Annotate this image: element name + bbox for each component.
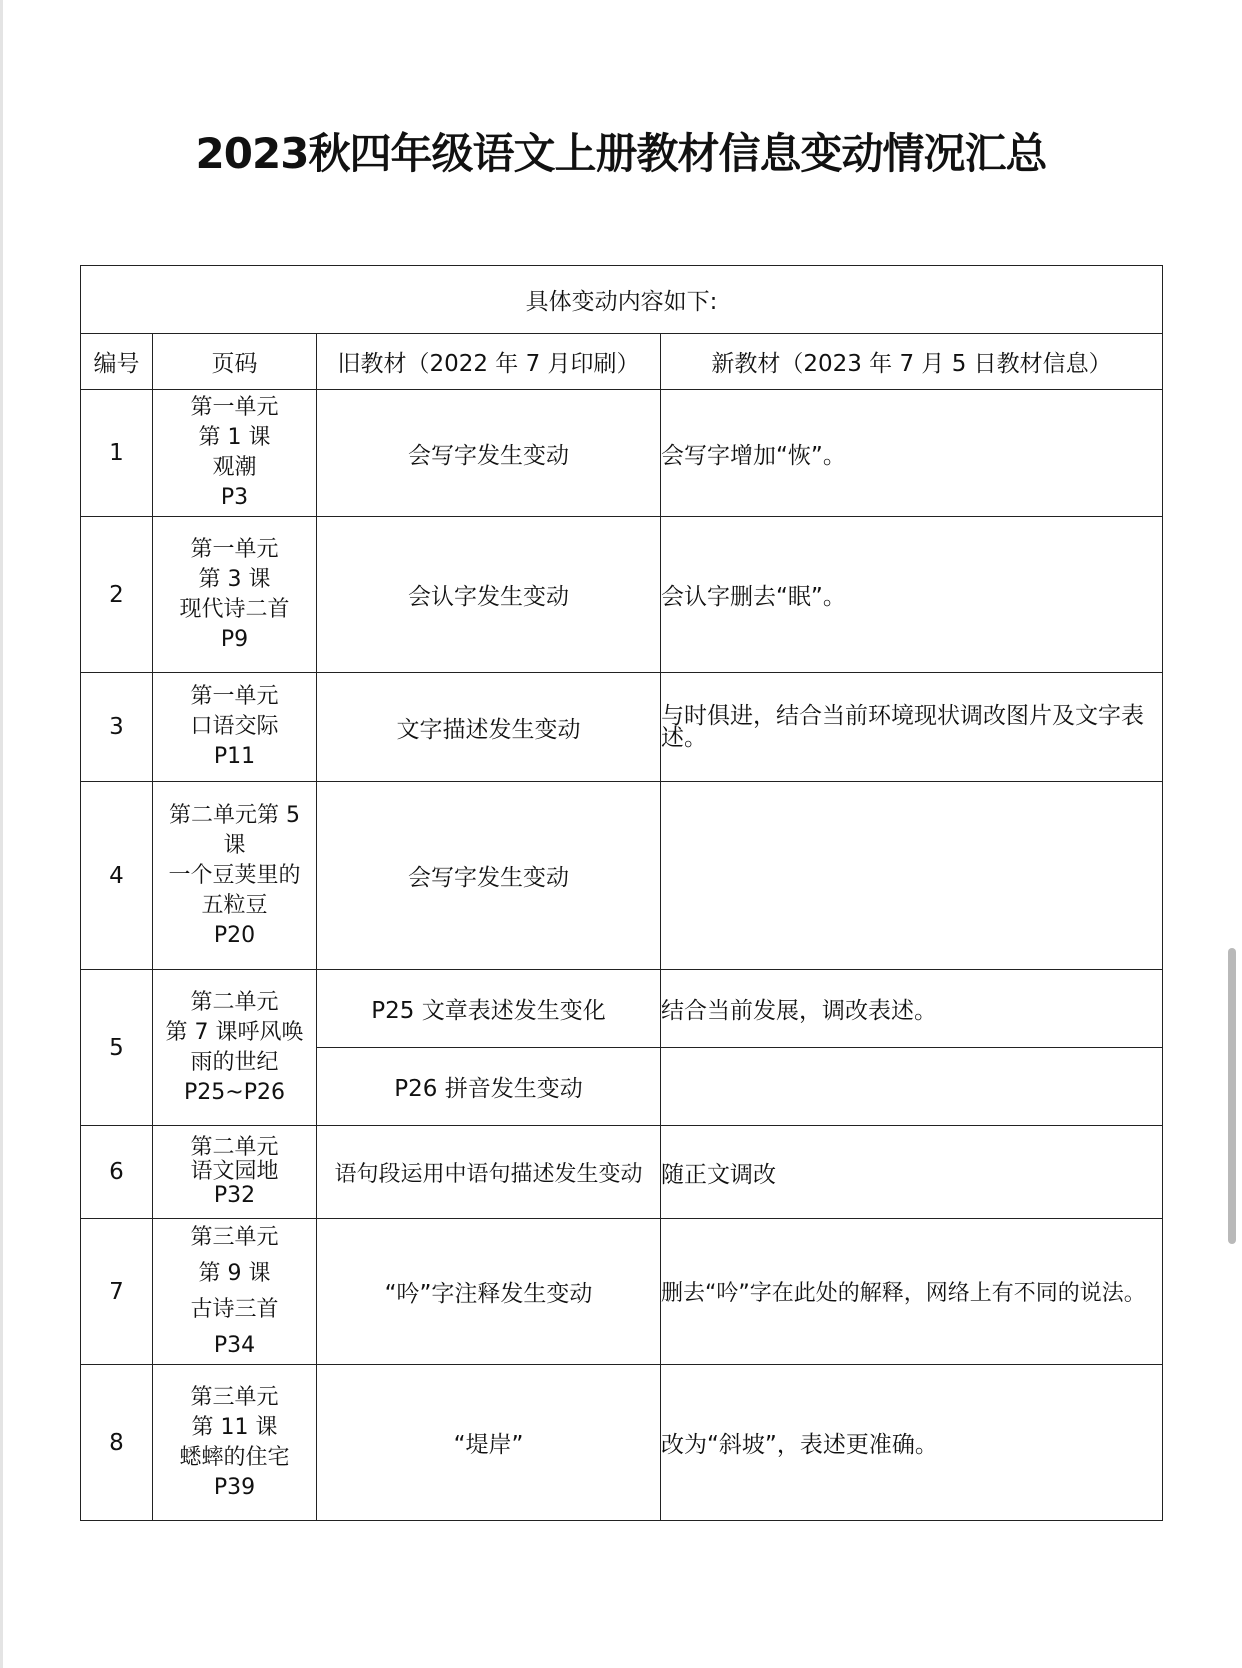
row-old: 会写字发生变动: [317, 782, 661, 970]
row-new: 结合当前发展，调改表述。: [661, 970, 1163, 1048]
table-caption: 具体变动内容如下:: [81, 266, 1163, 334]
row-old: “堤岸”: [317, 1365, 661, 1521]
header-row: [81, 334, 1163, 390]
table-row: [81, 673, 1163, 782]
page-line: 语文园地: [190, 1159, 279, 1184]
header-old: 旧教材（2022 年 7 月印刷）: [317, 334, 661, 390]
table-row: [81, 782, 1163, 970]
row-new: 与时俱进，结合当前环境现状调改图片及文字表述。: [661, 673, 1163, 782]
row-num: 3: [81, 673, 153, 782]
page-line: 五粒豆: [201, 892, 268, 918]
page-line: 第 1 课: [198, 425, 271, 450]
page-line: P34: [213, 1332, 256, 1358]
page-line: P3: [220, 485, 249, 510]
table-row: [81, 1219, 1163, 1365]
page-line: 第一单元: [190, 684, 279, 709]
header-new: 新教材（2023 年 7 月 5 日教材信息）: [661, 334, 1163, 390]
page-line: 第三单元: [190, 1224, 279, 1250]
row-new: 改为“斜坡”，表述更准确。: [661, 1365, 1163, 1521]
page-line: 第 7 课呼风唤: [165, 1019, 304, 1045]
page-line: 第 11 课: [191, 1414, 278, 1440]
page-line: 古诗三首: [190, 1296, 279, 1322]
page-line: 第一单元: [190, 395, 279, 420]
row-num: 6: [81, 1126, 153, 1219]
row-page: [153, 673, 317, 782]
page-line: 第 9 课: [198, 1260, 271, 1286]
row-page: [153, 1219, 317, 1365]
row-old: 语句段运用中语句描述发生变动: [317, 1126, 661, 1219]
table-row: [81, 970, 1163, 1048]
caption-row: [81, 266, 1163, 334]
page-line: 第二单元: [190, 989, 279, 1015]
page-line: P9: [220, 626, 249, 652]
page-line: 第一单元: [190, 536, 279, 562]
page-line: 口语交际: [190, 714, 279, 739]
page-line: P39: [213, 1474, 256, 1500]
row-new: [661, 782, 1163, 970]
row-old: 会写字发生变动: [317, 390, 661, 517]
row-page: [153, 970, 317, 1126]
page-line: 第二单元: [190, 1135, 279, 1160]
row-page: [153, 517, 317, 673]
page-line: 蟋蟀的住宅: [179, 1444, 290, 1470]
page-title: 2023秋四年级语文上册教材信息变动情况汇总: [195, 129, 1047, 178]
row-old: P26 拼音发生变动: [317, 1048, 661, 1126]
scrollbar-thumb[interactable]: [1228, 948, 1236, 1244]
row-num: 4: [81, 782, 153, 970]
page-line: 第三单元: [190, 1384, 279, 1410]
row-new: [661, 1048, 1163, 1126]
row-num: 7: [81, 1219, 153, 1365]
page-line: 第二单元第 5: [169, 802, 300, 828]
page-line: 雨的世纪: [190, 1049, 279, 1075]
table-row: [81, 517, 1163, 673]
page-line: P32: [213, 1183, 256, 1208]
table-row: [81, 1365, 1163, 1521]
row-num: 5: [81, 970, 153, 1126]
row-old: P25 文章表述发生变化: [317, 970, 661, 1048]
row-num: 8: [81, 1365, 153, 1521]
row-num: 2: [81, 517, 153, 673]
page-line: 现代诗二首: [179, 596, 290, 622]
page-line: P25~P26: [184, 1079, 285, 1105]
row-old: 文字描述发生变动: [317, 673, 661, 782]
page-line: P20: [213, 922, 256, 948]
page-left-edge: [0, 0, 3, 1668]
table-row: [81, 390, 1163, 517]
page-line: 一个豆荚里的: [168, 862, 301, 888]
row-page: [153, 390, 317, 517]
page-line: 观潮: [212, 455, 257, 480]
page-line: 第 3 课: [198, 566, 271, 592]
row-page: [153, 1365, 317, 1521]
row-new: 删去“吟”字在此处的解释，网络上有不同的说法。: [661, 1219, 1163, 1365]
row-num: 1: [81, 390, 153, 517]
page-line: 课: [223, 832, 246, 858]
table-row: [81, 1126, 1163, 1219]
row-new: 随正文调改: [661, 1126, 1163, 1219]
row-old: “吟”字注释发生变动: [317, 1219, 661, 1365]
header-num: 编号: [81, 334, 153, 390]
row-new: 会认字删去“眠”。: [661, 517, 1163, 673]
header-page: 页码: [153, 334, 317, 390]
changes-table: [80, 265, 1163, 1521]
row-page: [153, 1126, 317, 1219]
row-old: 会认字发生变动: [317, 517, 661, 673]
row-new: 会写字增加“恢”。: [661, 390, 1163, 517]
page-line: P11: [213, 744, 256, 769]
row-page: [153, 782, 317, 970]
